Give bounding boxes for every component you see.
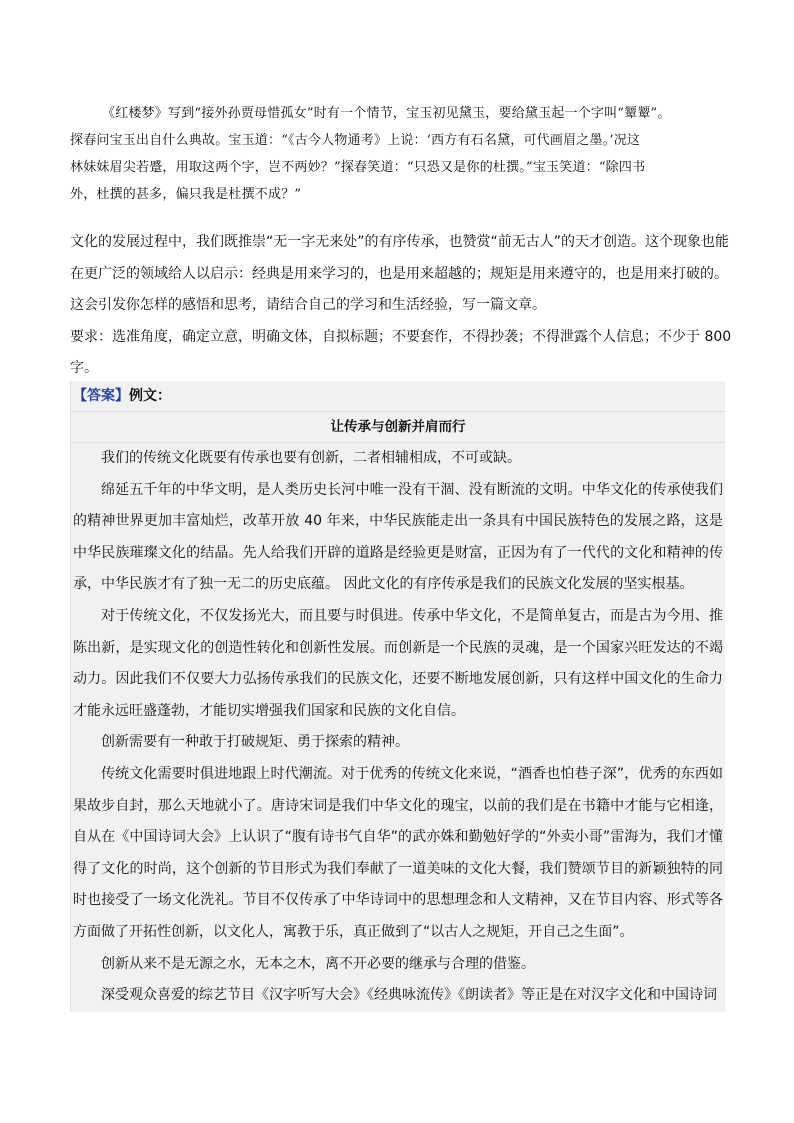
essay-paragraph: 创新需要有一种敢于打破规矩、勇于探索的精神。 [101, 734, 409, 751]
essay-paragraph: 我们的传统文化既要有传承也要有创新，二者相辅相成，不可或缺。 [101, 450, 521, 466]
prompt-requirements: 要求：选准角度，确定立意，明确文体，自拟标题；不要套作，不得抄袭；不得泄露个人信息；不少于 800 字。 [70, 328, 732, 376]
essay-paragraph: 传统文化需要时俱进地跟上时代潮流。对于优秀的传统文化来说，“酒香也怕巷子深”，优秀的东西如果故步自封，那么天地就小了。唐诗宋词是我们中华文化的瑰宝，以前的我们是在书籍中才能与它相逢，自从在《中国诗词大会》上认识了“腹有诗书气自华”的武亦姝和勤勉好学的“外卖小哥”雷海为，我们才懂得了文化的时尚，这个创新的节目形式为我们奉献了一道美味的文化大餐，我们赞颂节目的新颖独特的同时也接受了一场文化洗礼。节目不仅传承了中华诗词中的思想理念和人文精神，又在节目内容、形式等各方面做了开拓性创新，以文化人，寓教于乐，真正做到了“以古人之规矩，开自己之生面”。 [73, 765, 723, 940]
answer-header [71, 381, 725, 412]
prompt-paragraph: 文化的发展过程中，我们既推崇“无一字无来处”的有序传承，也赞赏“前无古人”的天才创造。这个现象也能在更广泛的领域给人以启示：经典是用来学习的，也是用来超越的；规矩是用来遵守的，也是用来打破的。这会引发你怎样的感悟和思考，请结合自己的学习和生活经验，写一篇文章。 [70, 234, 730, 313]
quote-line: 林妹妹眉尖若蹙，用取这两个字，岂不两妙？”探春笑道：“只恐又是你的杜撰。”宝玉笑道：“除四书 [70, 160, 646, 175]
quote-line: 探春问宝玉出自什么典故。宝玉道：“《古今人物通考》上说：‘西方有石名黛，可代画眉之墨。’况这 [70, 133, 641, 148]
essay-paragraph: 绵延五千年的中华文明，是人类历史长河中唯一没有干涸、没有断流的文明。中华文化的传承使我们的精神世界更加丰富灿烂，改革开放 40 年来，中华民族能走出一条具有中国民族特色的发展之路，这是中华民族璀璨文化的结晶。先人给我们开辟的道路是经验更是财富，正因为有了一代代的文化和精神的传承，中华民族才有了独一无二的历史底蕴。 因此文化的有序传承是我们的民族文化发展的坚实根基。 [73, 481, 723, 593]
answer-label: 【答案】 [73, 388, 129, 404]
answer-label-rest: 例文： [129, 388, 171, 404]
essay-paragraph: 深受观众喜爱的综艺节目《汉字听写大会》《经典咏流传》《朗读者》等正是在对汉字文化和中国诗词 [101, 987, 717, 1004]
essay-paragraph: 创新从来不是无源之水，无本之木，离不开必要的继承与合理的借鉴。 [101, 955, 535, 972]
essay-prompt [70, 227, 732, 385]
essay-title: 让传承与创新并肩而行 [71, 412, 725, 443]
essay-paragraph: 对于传统文化，不仅发扬光大，而且要与时俱进。传承中华文化，不是简单复古，而是古为今用、推陈出新，是实现文化的创造性转化和创新性发展。而创新是一个民族的灵魂，是一个国家兴旺发达的不竭动力。因此我们不仅要大力弘扬传承我们的民族文化，还要不断地发展创新，只有这样中国文化的生命力才能永远旺盛蓬勃，才能切实增强我们国家和民族的文化自信。 [73, 607, 723, 719]
answer-section [70, 381, 725, 1012]
quote-passage [70, 100, 730, 208]
quote-line: 《红楼梦》写到“接外孙贾母惜孤女”时有一个情节，宝玉初见黛玉，要给黛玉起一个字叫“颦颦”。 [102, 106, 671, 121]
quote-line: 外，杜撰的甚多，偏只我是杜撰不成？” [70, 187, 302, 202]
essay-body [71, 443, 725, 1012]
